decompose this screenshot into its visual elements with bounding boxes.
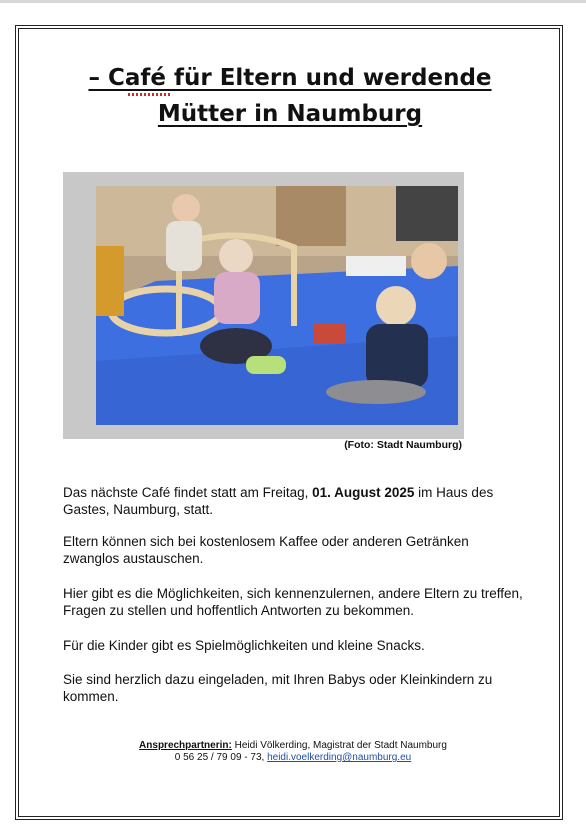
photo-caption: (Foto: Stadt Naumburg) [344, 439, 462, 451]
paragraph-kids: Für die Kinder gibt es Spielmöglichkeiten und kleine Snacks. [63, 638, 425, 653]
contact-phone: 0 56 25 / 79 09 - 73, [174, 752, 268, 763]
paragraph-meet: Hier gibt es die Möglichkeiten, sich kennenzulernen, andere Eltern zu treffen, Fragen zu stellen und hoffentlich Antworten zu bekommen. [63, 586, 523, 618]
page-title [40, 60, 540, 132]
event-photo [96, 186, 458, 425]
window-top-edge [0, 0, 586, 3]
title-line-2: Mütter in Naumburg [157, 101, 423, 127]
contact-email-link[interactable]: heidi.voelkerding@naumburg.eu [267, 752, 412, 763]
paragraph-date-location: im Haus des Gastes, Naumburg, statt. [63, 485, 494, 517]
title-line-1: – Café für Eltern und werdende [88, 65, 492, 91]
contact-name: Heidi Völkerding, Magistrat der Stadt Naumburg [231, 740, 447, 751]
paragraph-coffee: Eltern können sich bei kostenlosem Kaffee oder anderen Getränken zwanglos austauschen. [63, 534, 469, 566]
spellcheck-underline [128, 93, 170, 96]
contact-block [63, 740, 523, 764]
contact-label: Ansprechpartnerin: [139, 740, 232, 751]
paragraph-date [63, 484, 528, 518]
paragraph-invitation: Sie sind herzlich dazu eingeladen, mit Ihren Babys oder Kleinkindern zu kommen. [63, 672, 493, 704]
paragraph-date-text: Das nächste Café findet statt am Freitag, [63, 485, 313, 500]
event-date: 01. August 2025 [312, 485, 415, 500]
